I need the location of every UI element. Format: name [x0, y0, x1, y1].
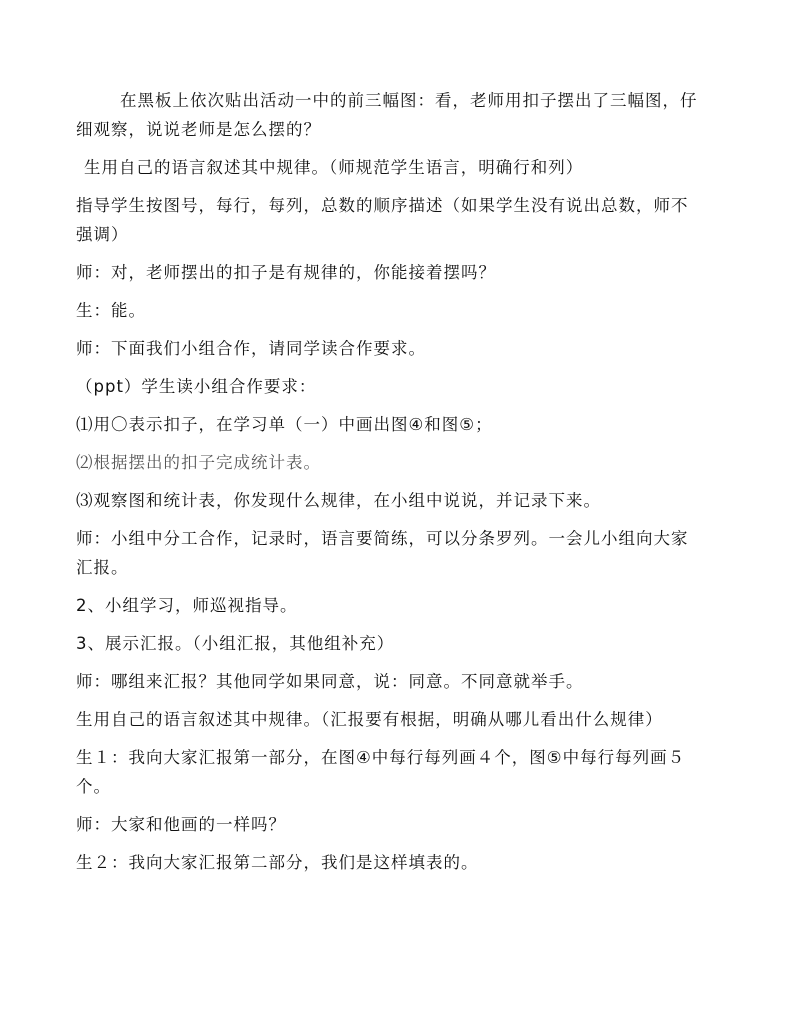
text-line: 师：哪组来汇报？其他同学如果同意，说：同意。不同意就举手。	[76, 672, 584, 691]
text-line: 细观察，说说老师是怎么摆的？	[76, 120, 321, 139]
section-item-3: 3、展示汇报。（小组汇报，其他组补充）	[76, 634, 395, 653]
text-line: 生用自己的语言叙述其中规律。（师规范学生语言，明确行和列）	[84, 158, 584, 177]
text-line: 生用自己的语言叙述其中规律。（汇报要有根据，明确从哪儿看出什么规律）	[76, 710, 663, 729]
text-line: 师：大家和他画的一样吗？	[76, 815, 286, 834]
requirement-item-1: ⑴用〇表示扣子，在学习单（一）中画出图④和图⑤；	[76, 415, 493, 434]
text-line: 指导学生按图号，每行，每列，总数的顺序描述（如果学生没有说出总数，师不	[76, 196, 689, 215]
text-line: 生１：我向大家汇报第一部分，在图④中每行每列画４个，图⑤中每行每列画５	[76, 748, 686, 767]
paragraph-student-1	[76, 743, 726, 801]
text-line: 师：下面我们小组合作，请同学读合作要求。	[76, 339, 426, 358]
requirement-item-2: ⑵根据摆出的扣子完成统计表。	[76, 453, 321, 472]
requirement-item-3: ⑶观察图和统计表，你发现什么规律，在小组中说说，并记录下来。	[76, 491, 601, 510]
paragraph-guidance	[76, 191, 726, 249]
text-line: 生：能。	[76, 301, 146, 320]
text-line: 汇报。	[76, 558, 129, 577]
text-line: 个。	[76, 777, 111, 796]
text-line: 师：小组中分工合作，记录时，语言要简练，可以分条罗列。一会儿小组向大家	[76, 529, 689, 548]
section-item-2: 2、小组学习，师巡视指导。	[76, 596, 298, 615]
text-line: （ppt）学生读小组合作要求：	[76, 377, 317, 396]
paragraph-teacher-instruction	[76, 524, 726, 582]
text-line: 师：对，老师摆出的扣子是有规律的，你能接着摆吗？	[76, 263, 496, 282]
text-line: 在黑板上依次贴出活动一中的前三幅图：看，老师用扣子摆出了三幅图，仔	[120, 91, 698, 110]
text-line: 强调）	[76, 225, 129, 244]
document-body	[76, 86, 726, 877]
text-line: 生２：我向大家汇报第二部分，我们是这样填表的。	[76, 853, 479, 872]
paragraph-intro	[76, 86, 726, 144]
